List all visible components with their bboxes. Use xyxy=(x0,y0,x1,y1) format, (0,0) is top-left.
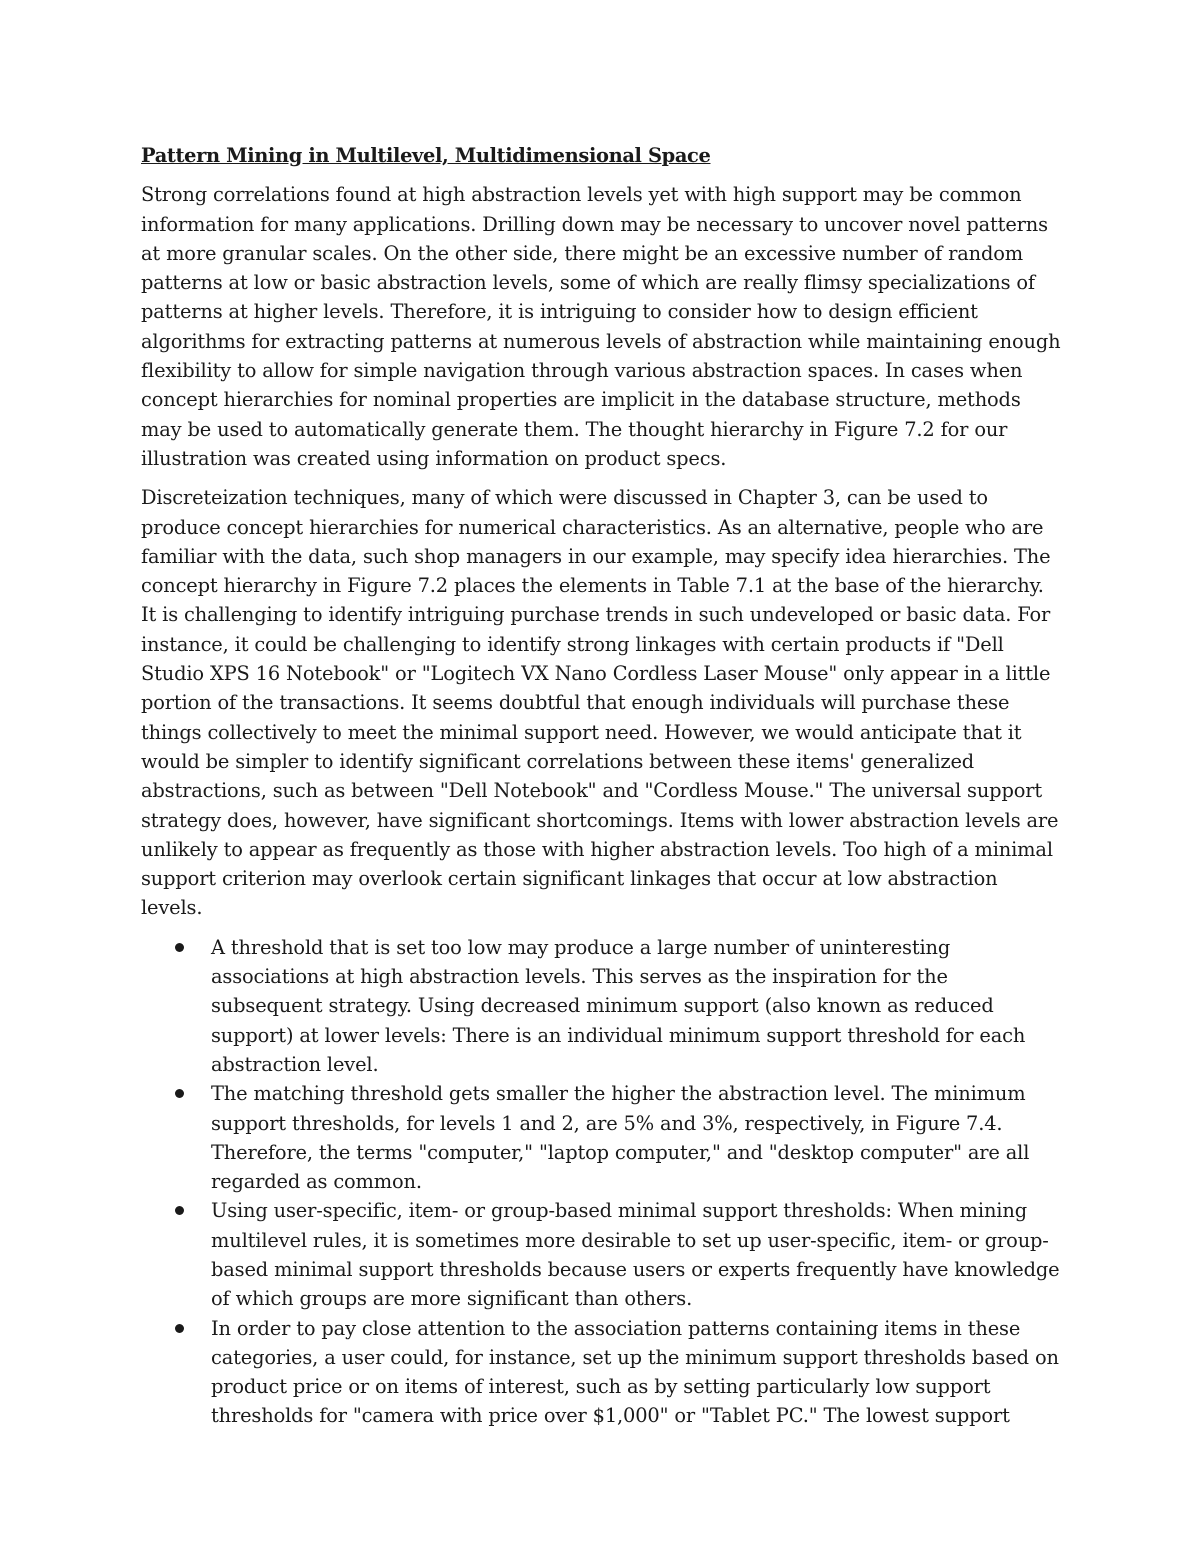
list-item-text: Using user-specific, item- or group-based minimal support thresholds: When mining multilevel rules, it is sometimes more desirable to set up user-specific, item- or group-based minimal support thresholds because users or experts frequently have knowledge of which groups are more significant than others. xyxy=(211,1199,1060,1311)
list-item-text: The matching threshold gets smaller the higher the abstraction level. The minimum support thresholds, for levels 1 and 2, are 5% and 3%, respectively, in Figure 7.4. Therefore, the terms "computer," "laptop computer," and "desktop computer" are all regarded as common. xyxy=(211,1082,1030,1194)
bullet-list xyxy=(141,933,1061,1431)
document-page xyxy=(141,141,1061,1431)
paragraph-intro: Strong correlations found at high abstraction levels yet with high support may be common information for many applications. Drilling down may be necessary to uncover novel patterns at more granular scales. On the other side, there might be an excessive number of random patterns at low or basic abstraction levels, some of which are really flimsy specializations of patterns at higher levels. Therefore, it is intriguing to consider how to design efficient algorithms for extracting patterns at numerous levels of abstraction while maintaining enough flexibility to allow for simple navigation through various abstraction spaces. In cases when concept hierarchies for nominal properties are implicit in the database structure, methods may be used to automatically generate them. The thought hierarchy in Figure 7.2 for our illustration was created using information on product specs. xyxy=(141,183,1061,470)
list-item xyxy=(141,1314,1061,1431)
paragraph-discretization: Discreteization techniques, many of which were discussed in Chapter 3, can be used to produce concept hierarchies for numerical characteristics. As an alternative, people who are familiar with the data, such shop managers in our example, may specify idea hierarchies. The concept hierarchy in Figure 7.2 places the elements in Table 7.1 at the base of the hierarchy. It is challenging to identify intriguing purchase trends in such undeveloped or basic data. For instance, it could be challenging to identify strong linkages with certain products if "Dell Studio XPS 16 Notebook" or "Logitech VX Nano Cordless Laser Mouse" only appear in a little portion of the transactions. It seems doubtful that enough individuals will purchase these things collectively to meet the minimal support need. However, we would anticipate that it would be simpler to identify significant correlations between these items' generalized abstractions, such as between "Dell Notebook" and "Cordless Mouse." The universal support strategy does, however, have significant shortcomings. Items with lower abstraction levels are unlikely to appear as frequently as those with higher abstraction levels. Too high of a minimal support criterion may overlook certain significant linkages that occur at low abstraction levels. xyxy=(141,486,1059,920)
bullet-icon xyxy=(175,1324,184,1333)
document-title: Pattern Mining in Multilevel, Multidimensional Space xyxy=(141,144,711,167)
bullet-icon xyxy=(175,1206,184,1215)
bullet-icon xyxy=(175,1089,184,1098)
bullet-icon xyxy=(175,943,184,952)
list-item xyxy=(141,1196,1061,1313)
list-item-text: In order to pay close attention to the association patterns containing items in these categories, a user could, for instance, set up the minimum support thresholds based on product price or on items of interest, such as by setting particularly low support thresholds for "camera with price over $1,000" or "Tablet PC." The lowest support xyxy=(211,1316,1059,1428)
list-item xyxy=(141,933,1061,1079)
list-item-text: A threshold that is set too low may produce a large number of uninteresting associations at high abstraction levels. This serves as the inspiration for the subsequent strategy. Using decreased minimum support (also known as reduced support) at lower levels: There is an individual minimum support threshold for each abstraction level. xyxy=(211,935,1026,1076)
list-item xyxy=(141,1079,1061,1196)
